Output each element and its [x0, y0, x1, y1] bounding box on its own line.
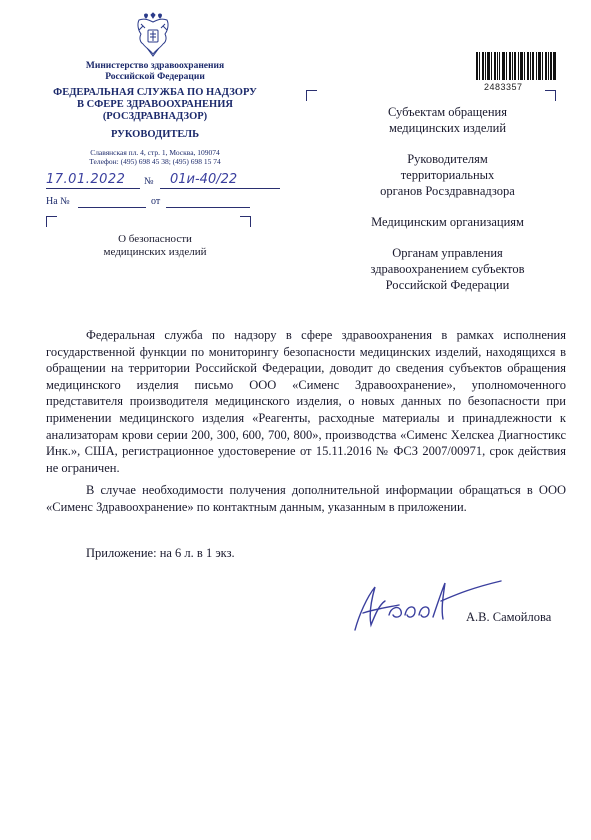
registration-number: 01и-40/22: [170, 172, 238, 187]
barcode-icon: [476, 52, 556, 80]
subject-bracket-right: [240, 216, 251, 227]
recipient-bracket-right: [545, 90, 556, 101]
subject-text: О безопасности: [118, 233, 192, 245]
address-block: [55, 148, 255, 166]
barcode-number: 2483357: [484, 82, 523, 92]
recipient: [330, 151, 565, 199]
number-label: №: [144, 176, 154, 187]
number-underline: [160, 188, 280, 189]
attachment-note: Приложение: на 6 л. в 1 экз.: [86, 546, 235, 560]
recipient: [330, 245, 565, 293]
registration-date: 17.01.2022: [46, 172, 126, 187]
recipient: [330, 104, 565, 136]
ref-number-underline: [78, 207, 146, 208]
service-line: ФЕДЕРАЛЬНАЯ СЛУЖБА ПО НАДЗОРУ: [53, 87, 257, 98]
subject-line: [70, 233, 240, 259]
subject-bracket-left: [46, 216, 57, 227]
service-name: [40, 87, 270, 123]
signer-name: А.В. Самойлова: [466, 610, 552, 624]
phone-line: Телефон: (495) 698 45 38; (495) 698 15 74: [89, 157, 221, 166]
letter-body: [46, 327, 566, 522]
recipient-line: территориальных: [400, 168, 495, 182]
ministry-line: Российской Федерации: [105, 72, 205, 82]
ref-from-label: от: [151, 196, 161, 207]
recipient-line: Субъектам обращения: [388, 105, 507, 119]
body-paragraph: В случае необходимости получения дополнительной информации обращаться в ООО «Сименс Здравоохранение» по контактным данным, указанным в приложении.: [46, 483, 566, 514]
ministry-line: Министерство здравоохранения: [85, 61, 225, 71]
service-line: В СФЕРЕ ЗДРАВООХРАНЕНИЯ: [77, 99, 233, 110]
coat-of-arms-icon: [131, 12, 175, 58]
recipient-line: медицинских изделий: [388, 121, 507, 135]
address-line: Славянская пл. 4, стр. 1, Москва, 109074: [90, 148, 220, 157]
ref-number-label: На №: [46, 196, 70, 207]
recipient-line: Российской Федерации: [385, 278, 510, 292]
signature-icon: [345, 575, 505, 635]
recipient-line: Руководителям: [407, 152, 488, 166]
date-underline: [46, 188, 140, 189]
recipients-block: [330, 104, 565, 308]
recipient-line: Медицинским организациям: [371, 215, 524, 229]
ministry-name: [60, 61, 250, 83]
recipient-line: здравоохранением субъектов: [370, 262, 525, 276]
body-paragraph: Федеральная служба по надзору в сфере здравоохранения в рамках исполнения государственной функции по мониторингу безопасности медицинских изделий, находящихся в обращении на территории Российской Федерации, доводит до сведения субъектов обращения медицинского изделия письмо ООО «Сименс Здравоохранение», уполномоченного представителя производителя медицинского изделия, о новых данных по безопасности при применении медицинского изделия «Реагенты, расходные материалы и принадлежности к анализаторам крови серии 200, 300, 600, 700, 800», производства «Сименс Хелскеа Диагностикс Инк.», США, регистрационное удостоверение от 15.11.2016 № ФСЗ 2007/00971, срок действия не ограничен.: [46, 328, 566, 475]
recipient-line: Органам управления: [392, 246, 503, 260]
head-title: РУКОВОДИТЕЛЬ: [110, 129, 200, 140]
subject-text: медицинских изделий: [103, 246, 207, 258]
service-line: (РОСЗДРАВНАДЗОР): [102, 111, 208, 122]
recipient-bracket-left: [306, 90, 317, 101]
recipient: [330, 214, 565, 230]
ref-from-underline: [166, 207, 250, 208]
recipient-line: органов Росздравнадзора: [380, 184, 515, 198]
